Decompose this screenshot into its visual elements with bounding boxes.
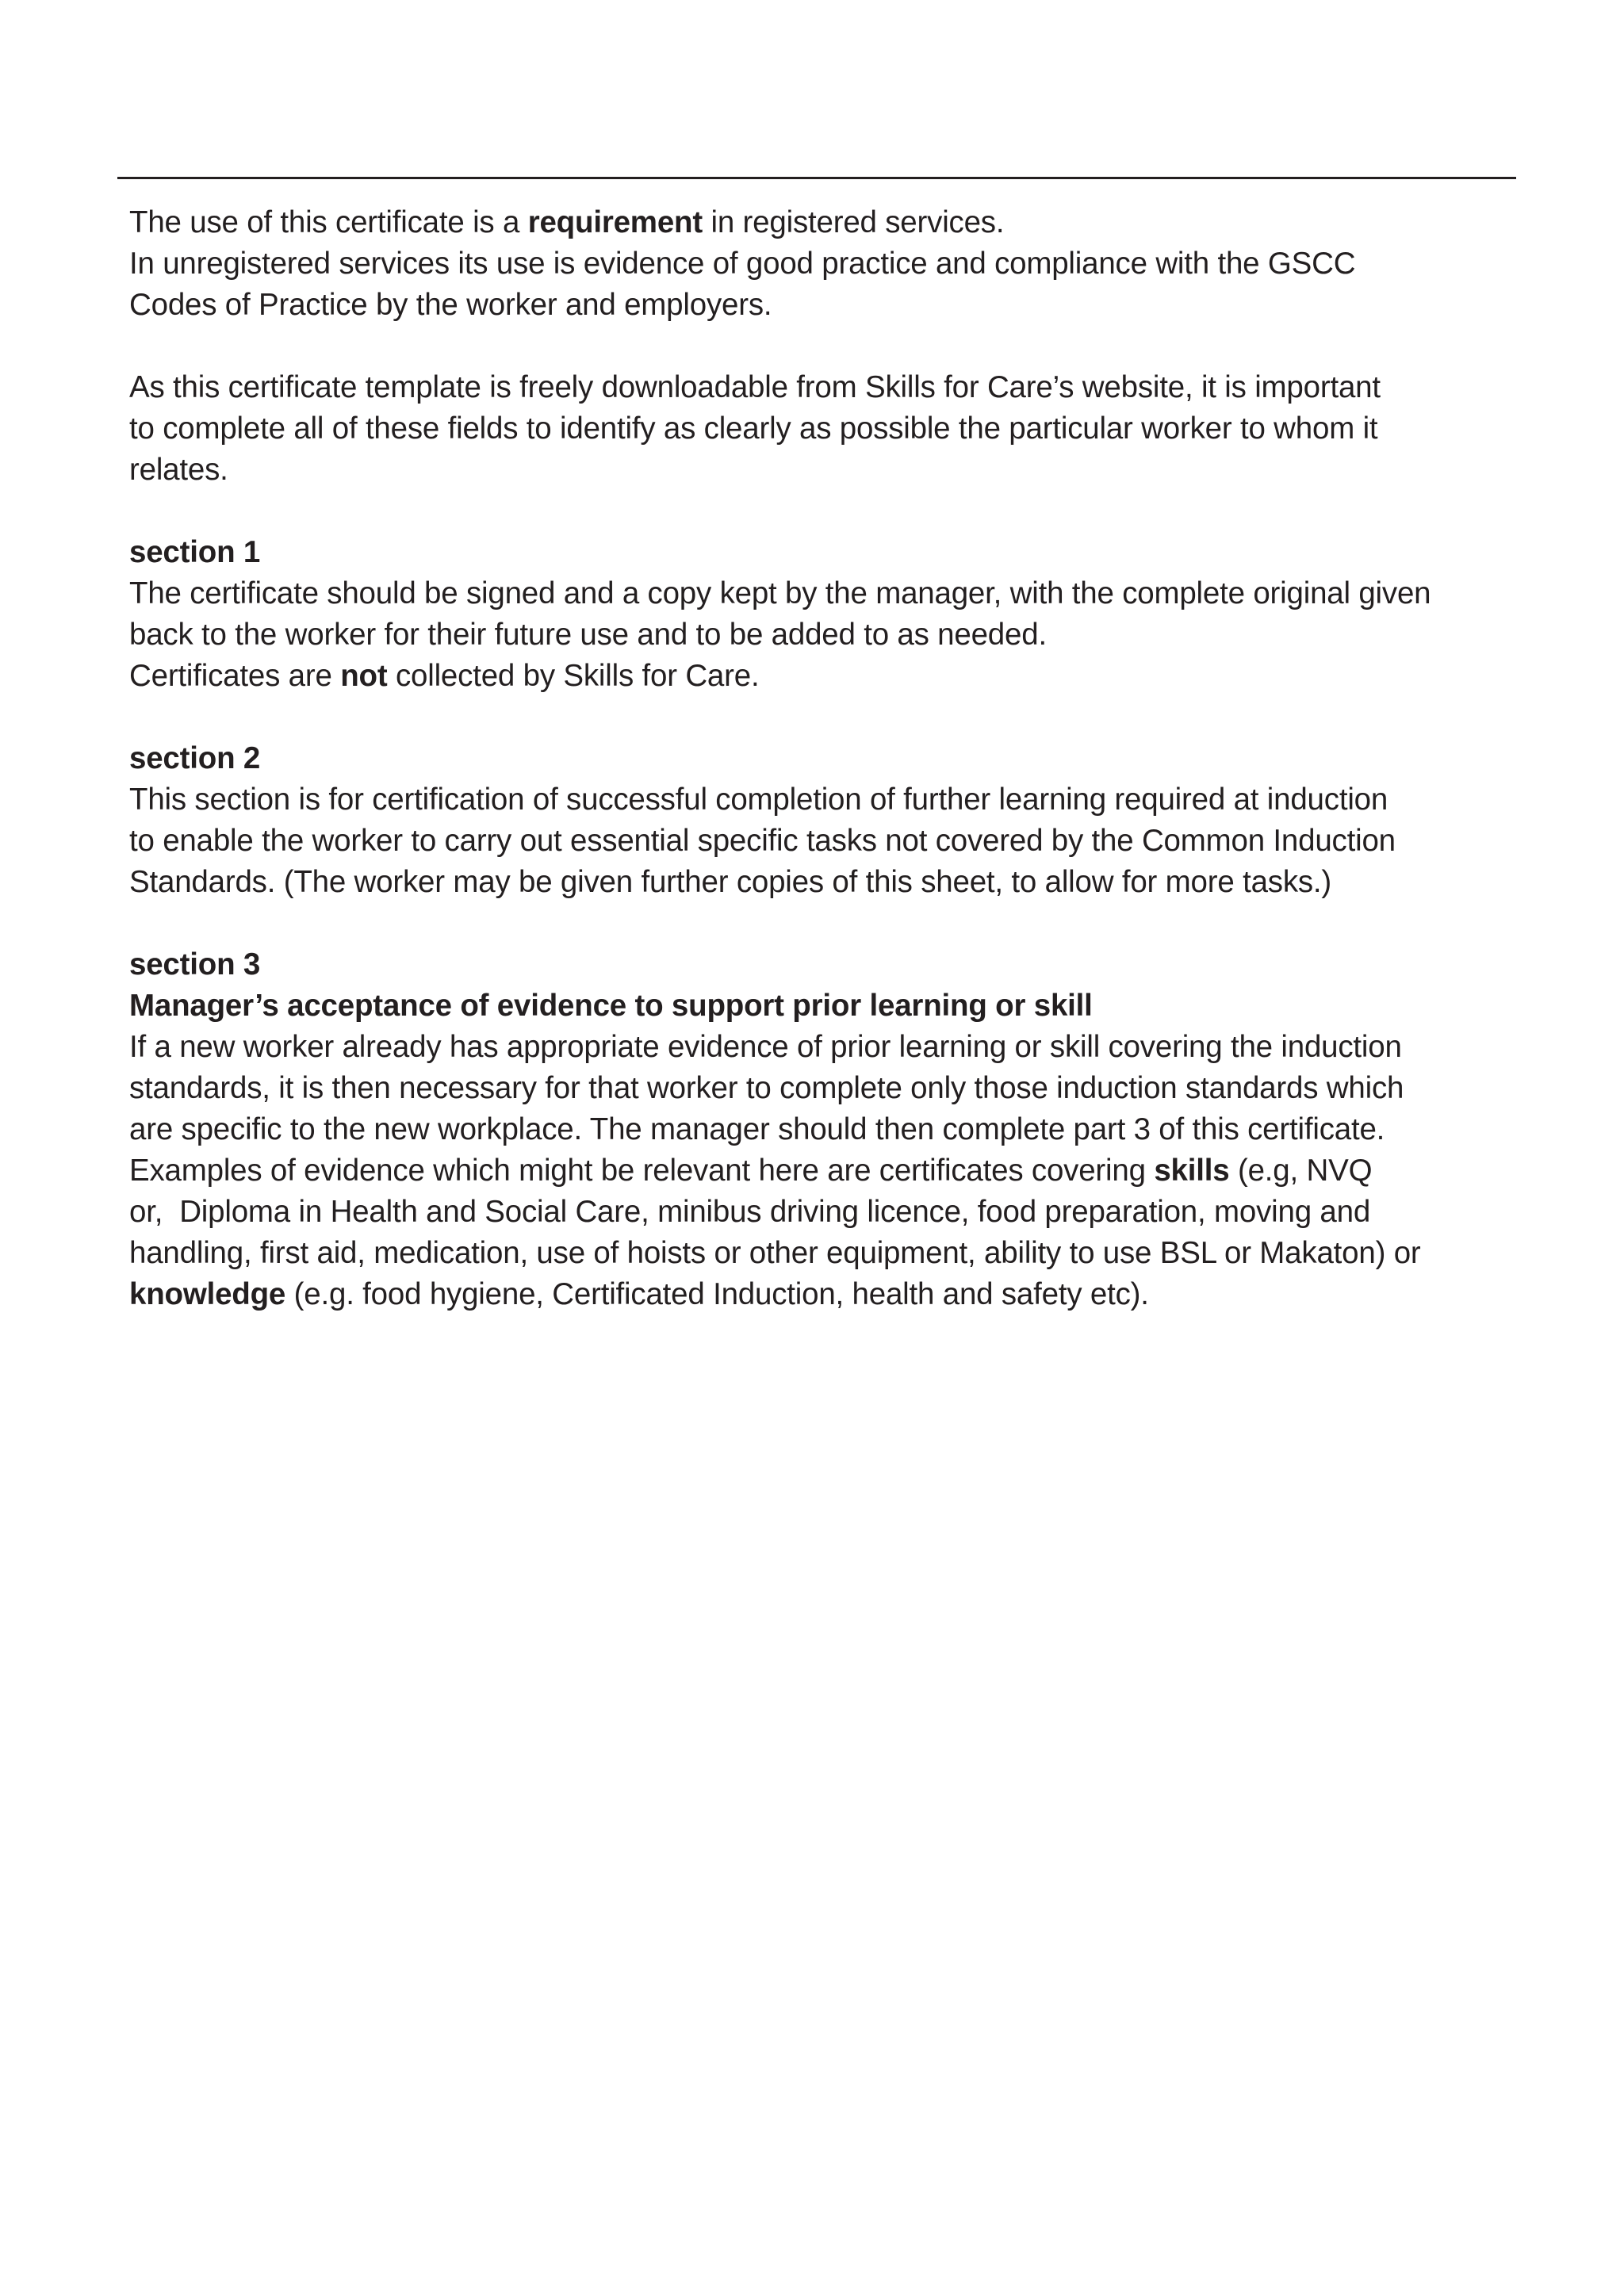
intro-paragraph <box>129 202 1525 326</box>
section-2-line-2: to enable the worker to carry out essential specific tasks not covered by the Common Induction <box>129 824 1396 858</box>
requirement-emphasis: requirement <box>527 205 703 239</box>
section-1-line-2: back to the worker for their future use and to be added to as needed. <box>129 618 1047 652</box>
section-3-line-1: If a new worker already has appropriate evidence of prior learning or skill covering the induction <box>129 1030 1402 1064</box>
section-2-line-1: This section is for certification of successful completion of further learning required at induction <box>129 783 1388 817</box>
intro-line-2: In unregistered services its use is evidence of good practice and compliance with the GSCC <box>129 247 1356 281</box>
intro-text: The use of this certificate is a <box>129 205 528 239</box>
intro-line-3: Codes of Practice by the worker and employers. <box>129 288 772 322</box>
document-body <box>129 202 1525 1315</box>
section-3-text: (e.g. food hygiene, Certificated Induction, health and safety etc). <box>285 1277 1149 1311</box>
section-3-subheading: Manager’s acceptance of evidence to support prior learning or skill <box>129 989 1093 1023</box>
paragraph-spacer <box>129 697 1525 738</box>
section-1-text: Certificates are <box>129 659 341 693</box>
paragraph-spacer <box>129 491 1525 532</box>
intro-line-1 <box>129 202 1525 243</box>
section-3-line-7 <box>129 1274 1525 1315</box>
section-1-line-1: The certificate should be signed and a copy kept by the manager, with the complete original given <box>129 576 1431 610</box>
section-2 <box>129 738 1525 903</box>
section-1-heading: section 1 <box>129 535 261 569</box>
section-3-line-3: are specific to the new workplace. The manager should then complete part 3 of this certificate. <box>129 1112 1385 1146</box>
section-3-text: Examples of evidence which might be relevant here are certificates covering <box>129 1154 1155 1188</box>
section-3-line-2: standards, it is then necessary for that worker to complete only those induction standards which <box>129 1071 1404 1105</box>
section-3-line-6: handling, first aid, medication, use of hoists or other equipment, ability to use BSL or Makaton) or <box>129 1236 1421 1270</box>
paragraph-spacer <box>129 326 1525 367</box>
top-divider <box>117 177 1516 179</box>
section-3-line-5: or, Diploma in Health and Social Care, minibus driving licence, food preparation, moving and <box>129 1195 1371 1229</box>
template-note-line-1: As this certificate template is freely downloadable from Skills for Care’s website, it is important <box>129 370 1381 404</box>
section-2-line-3: Standards. (The worker may be given further copies of this sheet, to allow for more tasks.) <box>129 865 1332 899</box>
intro-text: in registered services. <box>703 205 1005 239</box>
not-emphasis: not <box>340 659 388 693</box>
section-1 <box>129 532 1525 697</box>
template-note-line-3: relates. <box>129 453 228 487</box>
section-3 <box>129 944 1525 1315</box>
section-1-line-3 <box>129 656 1525 697</box>
skills-emphasis: skills <box>1154 1154 1230 1188</box>
paragraph-spacer <box>129 903 1525 944</box>
section-3-text: (e.g, NVQ <box>1229 1154 1373 1188</box>
template-note-paragraph <box>129 367 1525 491</box>
section-3-line-4 <box>129 1150 1525 1192</box>
section-3-heading: section 3 <box>129 947 261 982</box>
section-1-text: collected by Skills for Care. <box>387 659 760 693</box>
knowledge-emphasis: knowledge <box>129 1277 286 1311</box>
section-2-heading: section 2 <box>129 741 261 775</box>
template-note-line-2: to complete all of these fields to identify as clearly as possible the particular worker to whom it <box>129 411 1378 446</box>
